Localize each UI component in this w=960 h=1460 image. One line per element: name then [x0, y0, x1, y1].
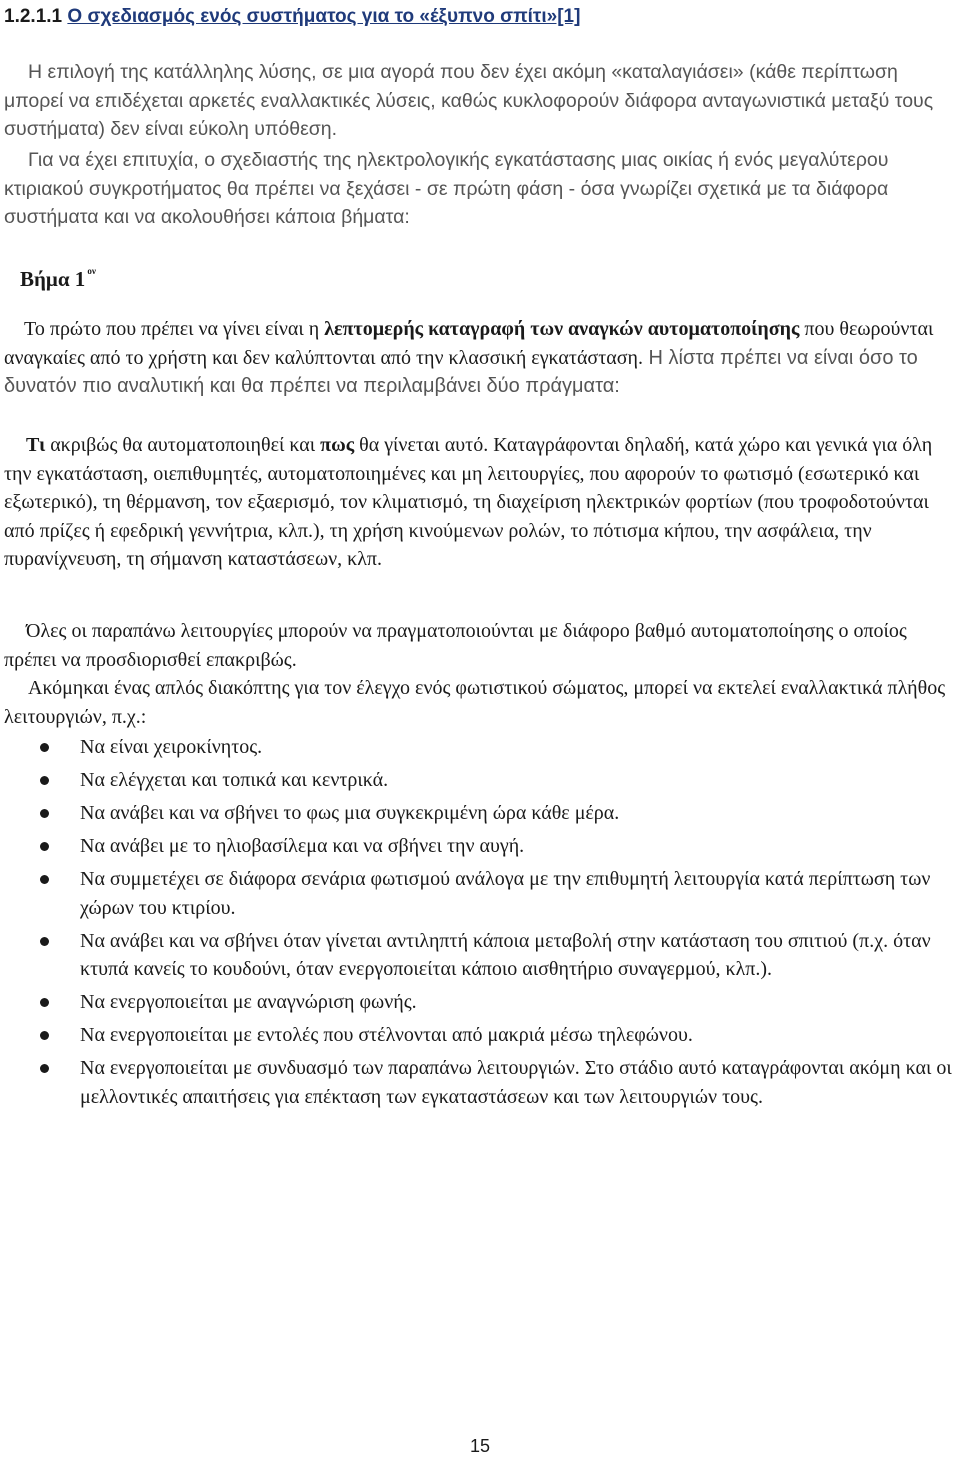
section-heading: [4, 6, 580, 28]
bullet-icon: [40, 743, 49, 752]
page-number: 15: [469, 1436, 491, 1456]
step-bold-text: λεπτομερής καταγραφή των αναγκών αυτοματοποίησης: [324, 318, 800, 340]
section-number: 1.2.1.1: [4, 6, 63, 27]
bullet-icon: [40, 809, 49, 818]
bullet-icon: [40, 842, 49, 851]
step-paragraph: [4, 315, 952, 401]
section-title-link[interactable]: Ο σχεδιασμός ενός συστήματος για το «έξυπνο σπίτι»[1]: [67, 6, 581, 27]
step-heading: [20, 266, 96, 292]
step-text-1: Το πρώτο που πρέπει να γίνει είναι η: [24, 318, 325, 340]
intro-paragraph: Η επιλογή της κατάλληλης λύσης, σε μια αγορά που δεν έχει ακόμη «καταλαγιάσει» (κάθε περίπτωση μπορεί να επιδέχεται αρκετές εναλλακτικές λύσεις, καθώς κυκλοφορούν διάφορα ανταγωνιστικά μεταξύ τους συστήματα) δεν είναι εύκολη υπόθεση.: [4, 61, 934, 140]
list-item: Να ανάβει με το ηλιοβασίλεμα και να σβήνει την αυγή.: [0, 832, 952, 861]
list-item: Να ενεργοποιείται με συνδυασμό των παραπάνω λειτουργιών. Στο στάδιο αυτό καταγράφονται ακόμη και οι μελλοντικές απαιτήσεις για επέκταση των εγκαταστάσεων και των λειτουργιών τους.: [0, 1054, 952, 1111]
step-suffix: ον: [87, 266, 96, 276]
designer-paragraph: Για να έχει επιτυχία, ο σχεδιαστής της ηλεκτρολογικής εγκατάστασης μιας οικίας ή ενός μεγαλύτερου κτιριακού συγκροτήματος θα πρέπει να ξεχάσει - σε πρώτη φάση - όσα γνωρίζει σχετικά με τα διάφορα συστήματα και να ακολουθήσει κάποια βήματα:: [4, 149, 889, 228]
what-how-text-3: Καταγράφονται δηλαδή, κατά χώρο και γενικά για όλη την εγκατάσταση, οιεπιθυμητές, αυτοματοποιημένες και μη λειτουργίες, που αφορούν το φωτισμό (εσωτερικό και εξωτερικό), τη θέρμανση, τον εξαερισμό, τον κλιματισμό, τη διαχείριση ηλεκτρικών φορτίων (που τροφοδοτούνται από πρίζες ή εφεδρική γεννήτρια, κλπ.), τη χρήση κινούμενων ρολών, το πότισμα κήπου, την ασφάλεια, την πυρανίχνευση, τη σήμανση καταστάσεων, κλπ.: [4, 434, 933, 571]
list-item: Να συμμετέχει σε διάφορα σενάρια φωτισμού ανάλογα με την επιθυμητή λειτουργία κατά περίπτωση των χώρων του κτιρίου.: [0, 865, 952, 922]
list-item: Να είναι χειροκίνητος.: [0, 733, 952, 762]
step-text-2: που θεωρούνται αναγκαίες από το χρήστη και δεν καλύπτονται από την κλασσική εγκατάσταση.: [4, 318, 934, 369]
list-item: Να ενεργοποιείται με αναγνώριση φωνής.: [0, 988, 952, 1017]
bullet-icon: [40, 875, 49, 884]
bullet-icon: [40, 1064, 49, 1073]
list-item: Να ανάβει και να σβήνει το φως μια συγκεκριμένη ώρα κάθε μέρα.: [0, 799, 952, 828]
switch-paragraph: Ακόμηκαι ένας απλός διακόπτης για τον έλεγχο ενός φωτιστικού σώματος, μπορεί να εκτελεί εναλλακτικά πλήθος λειτουργιών, π.χ.:: [4, 677, 946, 728]
step-text-3: Η λίστα πρέπει να είναι όσο το δυνατόν πιο αναλυτική και θα πρέπει να περιλαμβάνει δύο πράγματα:: [4, 346, 918, 397]
bullet-icon: [40, 1031, 49, 1040]
how-bold: πως: [320, 434, 355, 456]
step-label: Βήμα 1: [20, 267, 86, 291]
bullet-icon: [40, 776, 49, 785]
bullet-icon: [40, 937, 49, 946]
functions-paragraph: Όλες οι παραπάνω λειτουργίες μπορούν να πραγματοποιούνται με διάφορο βαθμό αυτοματοποίησης ο οποίος πρέπει να προσδιορισθεί επακριβώς.: [4, 620, 907, 671]
bullet-icon: [40, 998, 49, 1007]
what-how-paragraph: [4, 431, 952, 574]
functions-bullet-list: [0, 733, 952, 1116]
list-item: Να ανάβει και να σβήνει όταν γίνεται αντιληπτή κάποια μεταβολή στην κατάσταση του σπιτιού (π.χ. όταν κτυπά κανείς το κουδούνι, όταν ενεργοποιείται κάποιο αισθητήριο συναγερμού, κλπ.).: [0, 927, 952, 984]
what-bold: Τι: [26, 434, 46, 456]
what-how-text-1: ακριβώς θα αυτοματοποιηθεί και: [45, 434, 321, 456]
what-how-text-2: θα γίνεται αυτό.: [354, 434, 489, 456]
list-item: Να ενεργοποιείται με εντολές που στέλνονται από μακριά μέσω τηλεφώνου.: [0, 1021, 952, 1050]
list-item: Να ελέγχεται και τοπικά και κεντρικά.: [0, 766, 952, 795]
